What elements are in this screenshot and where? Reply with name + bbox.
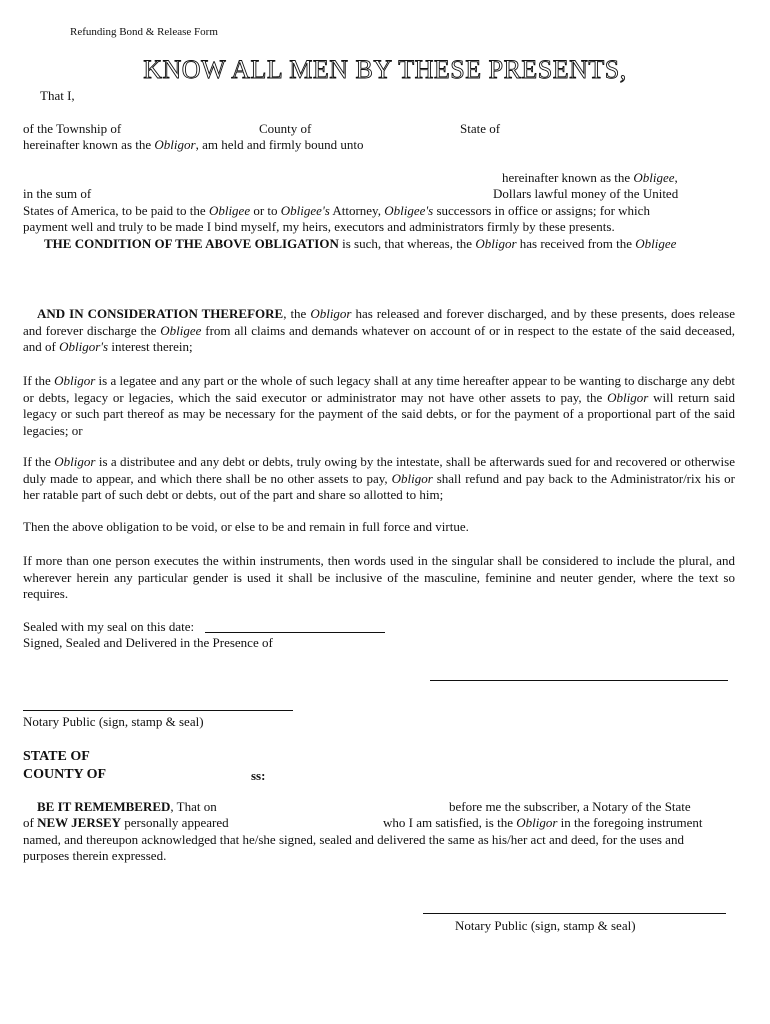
remembered-line-1b: before me the subscriber, a Notary of the State — [449, 799, 691, 814]
notary-signature-line-1[interactable] — [23, 710, 293, 711]
county-label: County of — [259, 121, 312, 136]
consideration-paragraph: AND IN CONSIDERATION THEREFORE, the Obligor has released and forever discharged, and by these presents, does release and forever discharge the Obligee from all claims and demands whatever on account of or in respect to the estate of the said deceased, and of Obligor's interest therein; — [23, 306, 735, 354]
gender-clause: If more than one person executes the within instruments, then words used in the singular shall be considered to include the plural, and wherever herein any particular gender is used it shall be inclusive of the masculine, feminine and neuter gender, where the text so requires. — [23, 553, 735, 601]
obligor-signature-line[interactable] — [430, 680, 728, 681]
remembered-line-2a: of NEW JERSEY personally appeared — [23, 815, 229, 830]
payment-line-1: States of America, to be paid to the Obligee or to Obligee's Attorney, Obligee's successors in office or assigns; for which — [23, 203, 650, 218]
distributee-paragraph: If the Obligor is a distributee and any debt or debts, truly owing by the intestate, shall be afterwards sued for and recovered or otherwise duly made to appear, and which there shall be no other assets to pay, Obligor shall refund and pay back to the Administrator/rix his or her ratable part of such debt or debts, out of the part and share so allotted to him; — [23, 454, 735, 502]
payment-line-2: payment well and truly to be made I bind myself, my heirs, executors and administrators firmly by these presents. — [23, 219, 615, 234]
remembered-line-1a: BE IT REMEMBERED, That on — [37, 799, 217, 814]
remembered-line-3: named, and thereupon acknowledged that he/she signed, sealed and delivered the same as his/her act and deed, for the uses and — [23, 832, 684, 847]
state-of-label: STATE OF — [23, 749, 90, 764]
sum-label: in the sum of — [23, 186, 92, 201]
county-of-label: COUNTY OF — [23, 767, 107, 782]
legatee-paragraph: If the Obligor is a legatee and any part or the whole of such legacy shall at any time hereafter appear to be wanting to discharge any debt or debts, legacy or legacies, which the said executor or administrator may not have other assets to pay, the Obligor will return said legacy or such part thereof as may be necessary for the payment of the said debts, or for the payment of a proportional part of the said legacies; or — [23, 373, 735, 438]
state-label: State of — [460, 121, 501, 136]
obligee-definition: hereinafter known as the Obligee, — [502, 170, 678, 185]
ss-label: ss: — [251, 768, 266, 783]
remembered-line-4: purposes therein expressed. — [23, 848, 167, 863]
notary-signature-line-2[interactable] — [423, 913, 726, 914]
that-i-label: That I, — [40, 88, 75, 103]
dollars-label: Dollars lawful money of the United — [493, 186, 679, 201]
remembered-line-2b: who I am satisfied, is the Obligor in the foregoing instrument — [383, 815, 703, 830]
notary-label-1: Notary Public (sign, stamp & seal) — [23, 714, 204, 729]
township-label: of the Township of — [23, 121, 122, 136]
sealed-date-line[interactable] — [205, 632, 385, 633]
document-title: KNOW ALL MEN BY THESE PRESENTS, — [143, 55, 627, 84]
notary-label-2: Notary Public (sign, stamp & seal) — [455, 918, 636, 933]
form-header-label: Refunding Bond & Release Form — [70, 26, 218, 38]
condition-clause: THE CONDITION OF THE ABOVE OBLIGATION is such, that whereas, the Obligor has received from the Obligee — [44, 236, 677, 251]
obligor-definition: hereinafter known as the Obligor, am held and firmly bound unto — [23, 137, 364, 152]
sealed-date-label: Sealed with my seal on this date: — [23, 619, 195, 634]
void-clause: Then the above obligation to be void, or else to be and remain in full force and virtue. — [23, 519, 469, 534]
presence-label: Signed, Sealed and Delivered in the Presence of — [23, 635, 273, 650]
